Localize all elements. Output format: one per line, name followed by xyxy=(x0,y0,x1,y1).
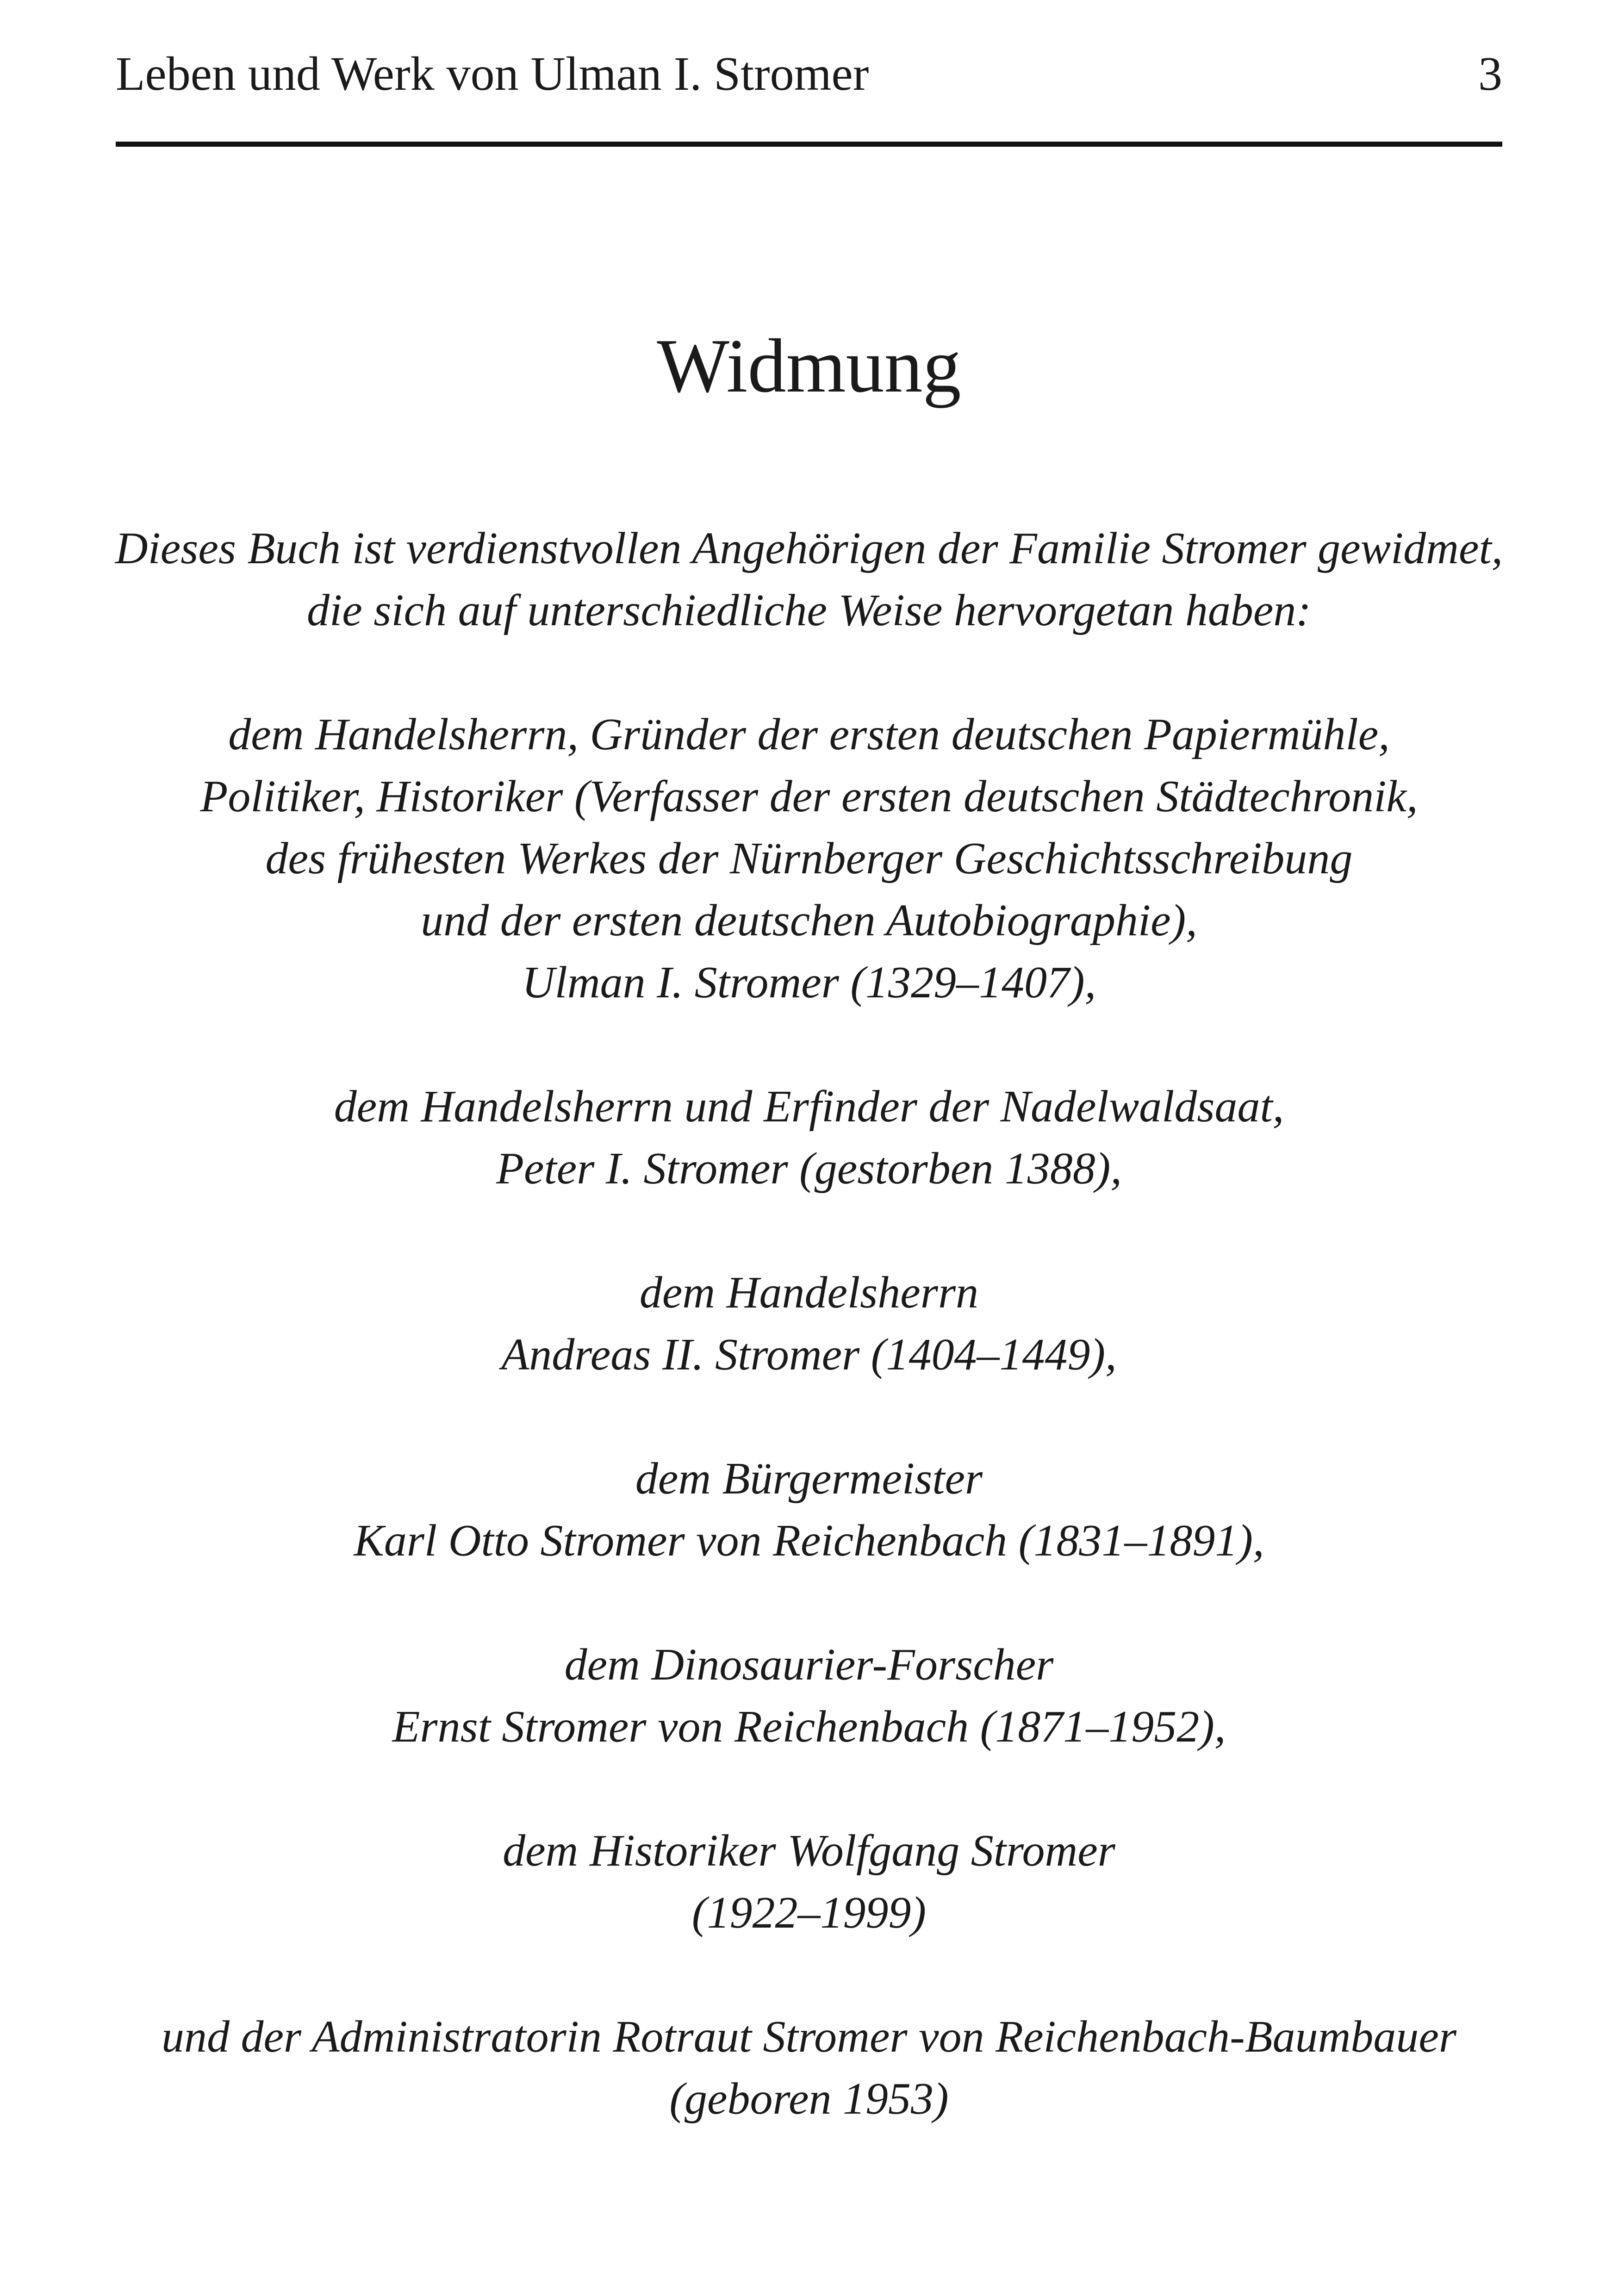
dedication-rotraut-stromer xyxy=(0,2006,1618,2130)
header-rule xyxy=(116,142,1502,147)
dedication-text xyxy=(0,517,1618,2130)
text-line: (geboren 1953) xyxy=(669,2074,949,2124)
text-line: dem Handelsherrn und Erfinder der Nadelwaldsaat, xyxy=(334,1082,1284,1132)
text-line: Karl Otto Stromer von Reichenbach (1831–1891), xyxy=(354,1516,1264,1566)
dedication-ulman-stromer xyxy=(0,703,1618,1014)
text-line: Dieses Buch ist verdienstvollen Angehörigen der Familie Stromer gewidmet, xyxy=(115,523,1503,573)
chapter-title: Widmung xyxy=(657,323,961,408)
running-header xyxy=(116,44,1502,104)
text-line: dem Historiker Wolfgang Stromer xyxy=(503,1826,1115,1876)
dedication-peter-stromer xyxy=(0,1076,1618,1200)
dedication-ernst-stromer xyxy=(0,1634,1618,1758)
dedication-andreas-stromer xyxy=(0,1262,1618,1386)
text-line: Ernst Stromer von Reichenbach (1871–1952), xyxy=(392,1702,1226,1752)
text-line: dem Handelsherrn, Gründer der ersten deutschen Papiermühle, xyxy=(228,709,1390,759)
text-line: und der ersten deutschen Autobiographie), xyxy=(421,896,1197,946)
page-number: 3 xyxy=(1478,47,1502,100)
dedication-karl-otto-stromer xyxy=(0,1448,1618,1572)
text-line: Ulman I. Stromer (1329–1407), xyxy=(522,958,1096,1008)
dedication-wolfgang-stromer xyxy=(0,1820,1618,1944)
text-line: Andreas II. Stromer (1404–1449), xyxy=(501,1330,1117,1380)
text-line: dem Handelsherrn xyxy=(639,1268,979,1318)
text-line: Peter I. Stromer (gestorben 1388), xyxy=(496,1144,1122,1194)
text-line: dem Dinosaurier-Forscher xyxy=(564,1640,1054,1690)
text-line: des frühesten Werkes der Nürnberger Geschichtsschreibung xyxy=(265,834,1353,884)
text-line: und der Administratorin Rotraut Stromer von Reichenbach-Baumbauer xyxy=(161,2012,1457,2062)
dedication-intro xyxy=(0,517,1618,641)
text-line: Politiker, Historiker (Verfasser der ersten deutschen Städtechronik, xyxy=(200,772,1418,821)
text-line: die sich auf unterschiedliche Weise hervorgetan haben: xyxy=(307,585,1311,635)
text-line: (1922–1999) xyxy=(691,1888,927,1938)
running-title: Leben und Werk von Ulman I. Stromer xyxy=(116,47,869,100)
text-line: dem Bürgermeister xyxy=(635,1454,983,1504)
